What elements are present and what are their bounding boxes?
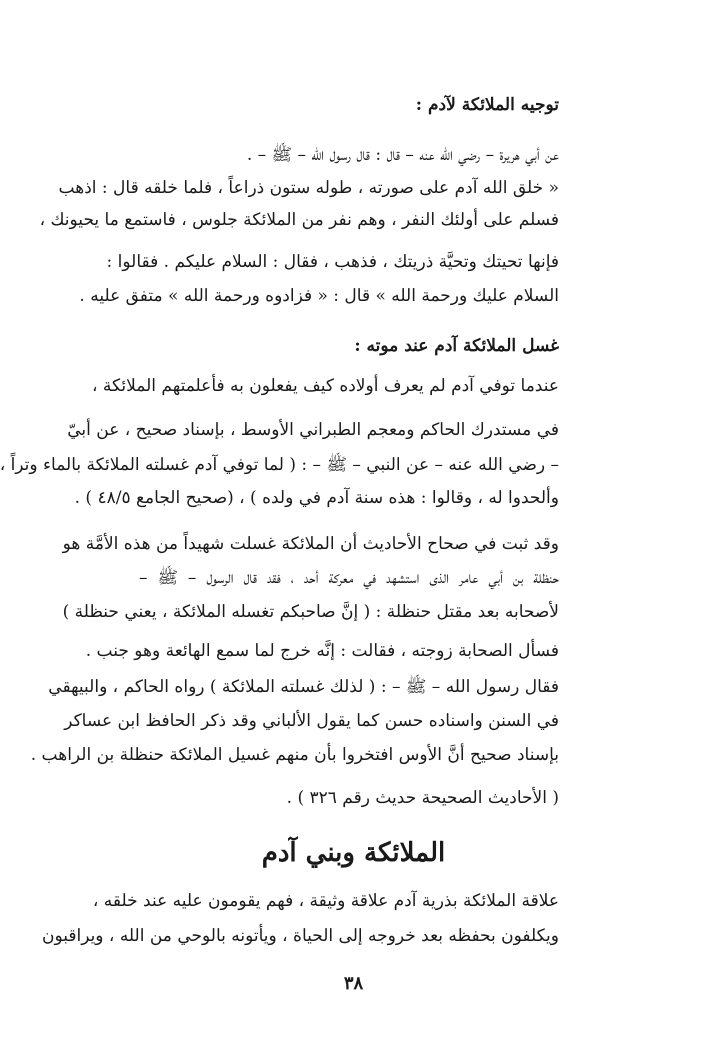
text-line: فقال رسول الله – ﷺ – : ( لذلك غسلته الملائكة ) رواه الحاكم ، والبيهقي bbox=[48, 677, 559, 697]
text-line: في مستدرك الحاكم ومعجم الطبراني الأوسط ، بإسناد صحيح ، عن أبيّ bbox=[67, 420, 559, 440]
text-line: فسأل الصحابة زوجته ، فقالت : إنَّه خرج لما سمع الهائعة وهو جنب . bbox=[85, 641, 559, 661]
text-line: السلام عليك ورحمة الله » قال : « فزادوه ورحمة الله » متفق عليه . bbox=[79, 286, 559, 306]
text-line: فإنها تحيتك وتحيَّة ذريتك ، فذهب ، فقال : السلام عليكم . فقالوا : bbox=[106, 252, 559, 272]
text-line: ويكلفون بحفظه بعد خروجه إلى الحياة ، ويأتونه بالوحي من الله ، ويراقبون bbox=[41, 926, 559, 946]
text-line: فسلم على أولئك النفر ، وهم نفر من الملائكة جلوس ، فاستمع ما يحيونك ، bbox=[39, 210, 559, 230]
citation-line: ( الأحاديث الصحيحة حديث رقم ٣٢٦ ) . bbox=[286, 788, 559, 808]
text-line: علاقة الملائكة بذرية آدم علاقة وثيقة ، فهم يقومون عليه عند خلقه ، bbox=[92, 891, 559, 911]
text-line: وألحدوا له ، وقالوا : هذه سنة آدم في ولده ) ، (صحيح الجامع ٤٨/٥ ) . bbox=[74, 488, 559, 508]
heading-angels-wash-adam: غسل الملائكة آدم عند موته : bbox=[354, 336, 559, 356]
text-line: عن أبي هريرة – رضي الله عنه – قال : قال رسول الله – ﷺ – . bbox=[246, 145, 559, 165]
text-line: وقد ثبت في صحاح الأحاديث أن الملائكة غسلت شهيداً من هذه الأمَّة هو bbox=[62, 534, 559, 554]
text-line: لأصحابه بعد مقتل حنظلة : ( إنَّ صاحبكم تغسله الملائكة ، يعني حنظلة ) bbox=[62, 602, 559, 622]
section-title: الملائكة وبني آدم bbox=[261, 838, 446, 868]
text-line: في السنن واسناده حسن كما يقول الألباني وقد ذكر الحافظ ابن عساكر bbox=[64, 711, 559, 731]
text-line: – رضي الله عنه – عن النبي – ﷺ – : ( لما توفي آدم غسلته الملائكة بالماء وتراً ، bbox=[0, 455, 559, 475]
text-line: عندما توفي آدم لم يعرف أولاده كيف يفعلون به فأعلمتهم الملائكة ، bbox=[92, 376, 559, 396]
page-number: ٣٨ bbox=[343, 973, 364, 994]
text-line: « خلق الله آدم على صورته ، طوله ستون ذراعاً ، فلما خلقه قال : اذهب bbox=[58, 178, 559, 198]
heading-angels-greeting-adam: توجيه الملائكة لآدم : bbox=[415, 95, 559, 115]
text-line: حنظلة بن أبي عامر الذى استشهد في معركة أحد ، فقد قال الرسول – ﷺ – bbox=[139, 568, 559, 588]
text-line: بإسناد صحيح أنَّ الأوس افتخروا بأن منهم غسيل الملائكة حنظلة بن الراهب . bbox=[30, 745, 559, 765]
